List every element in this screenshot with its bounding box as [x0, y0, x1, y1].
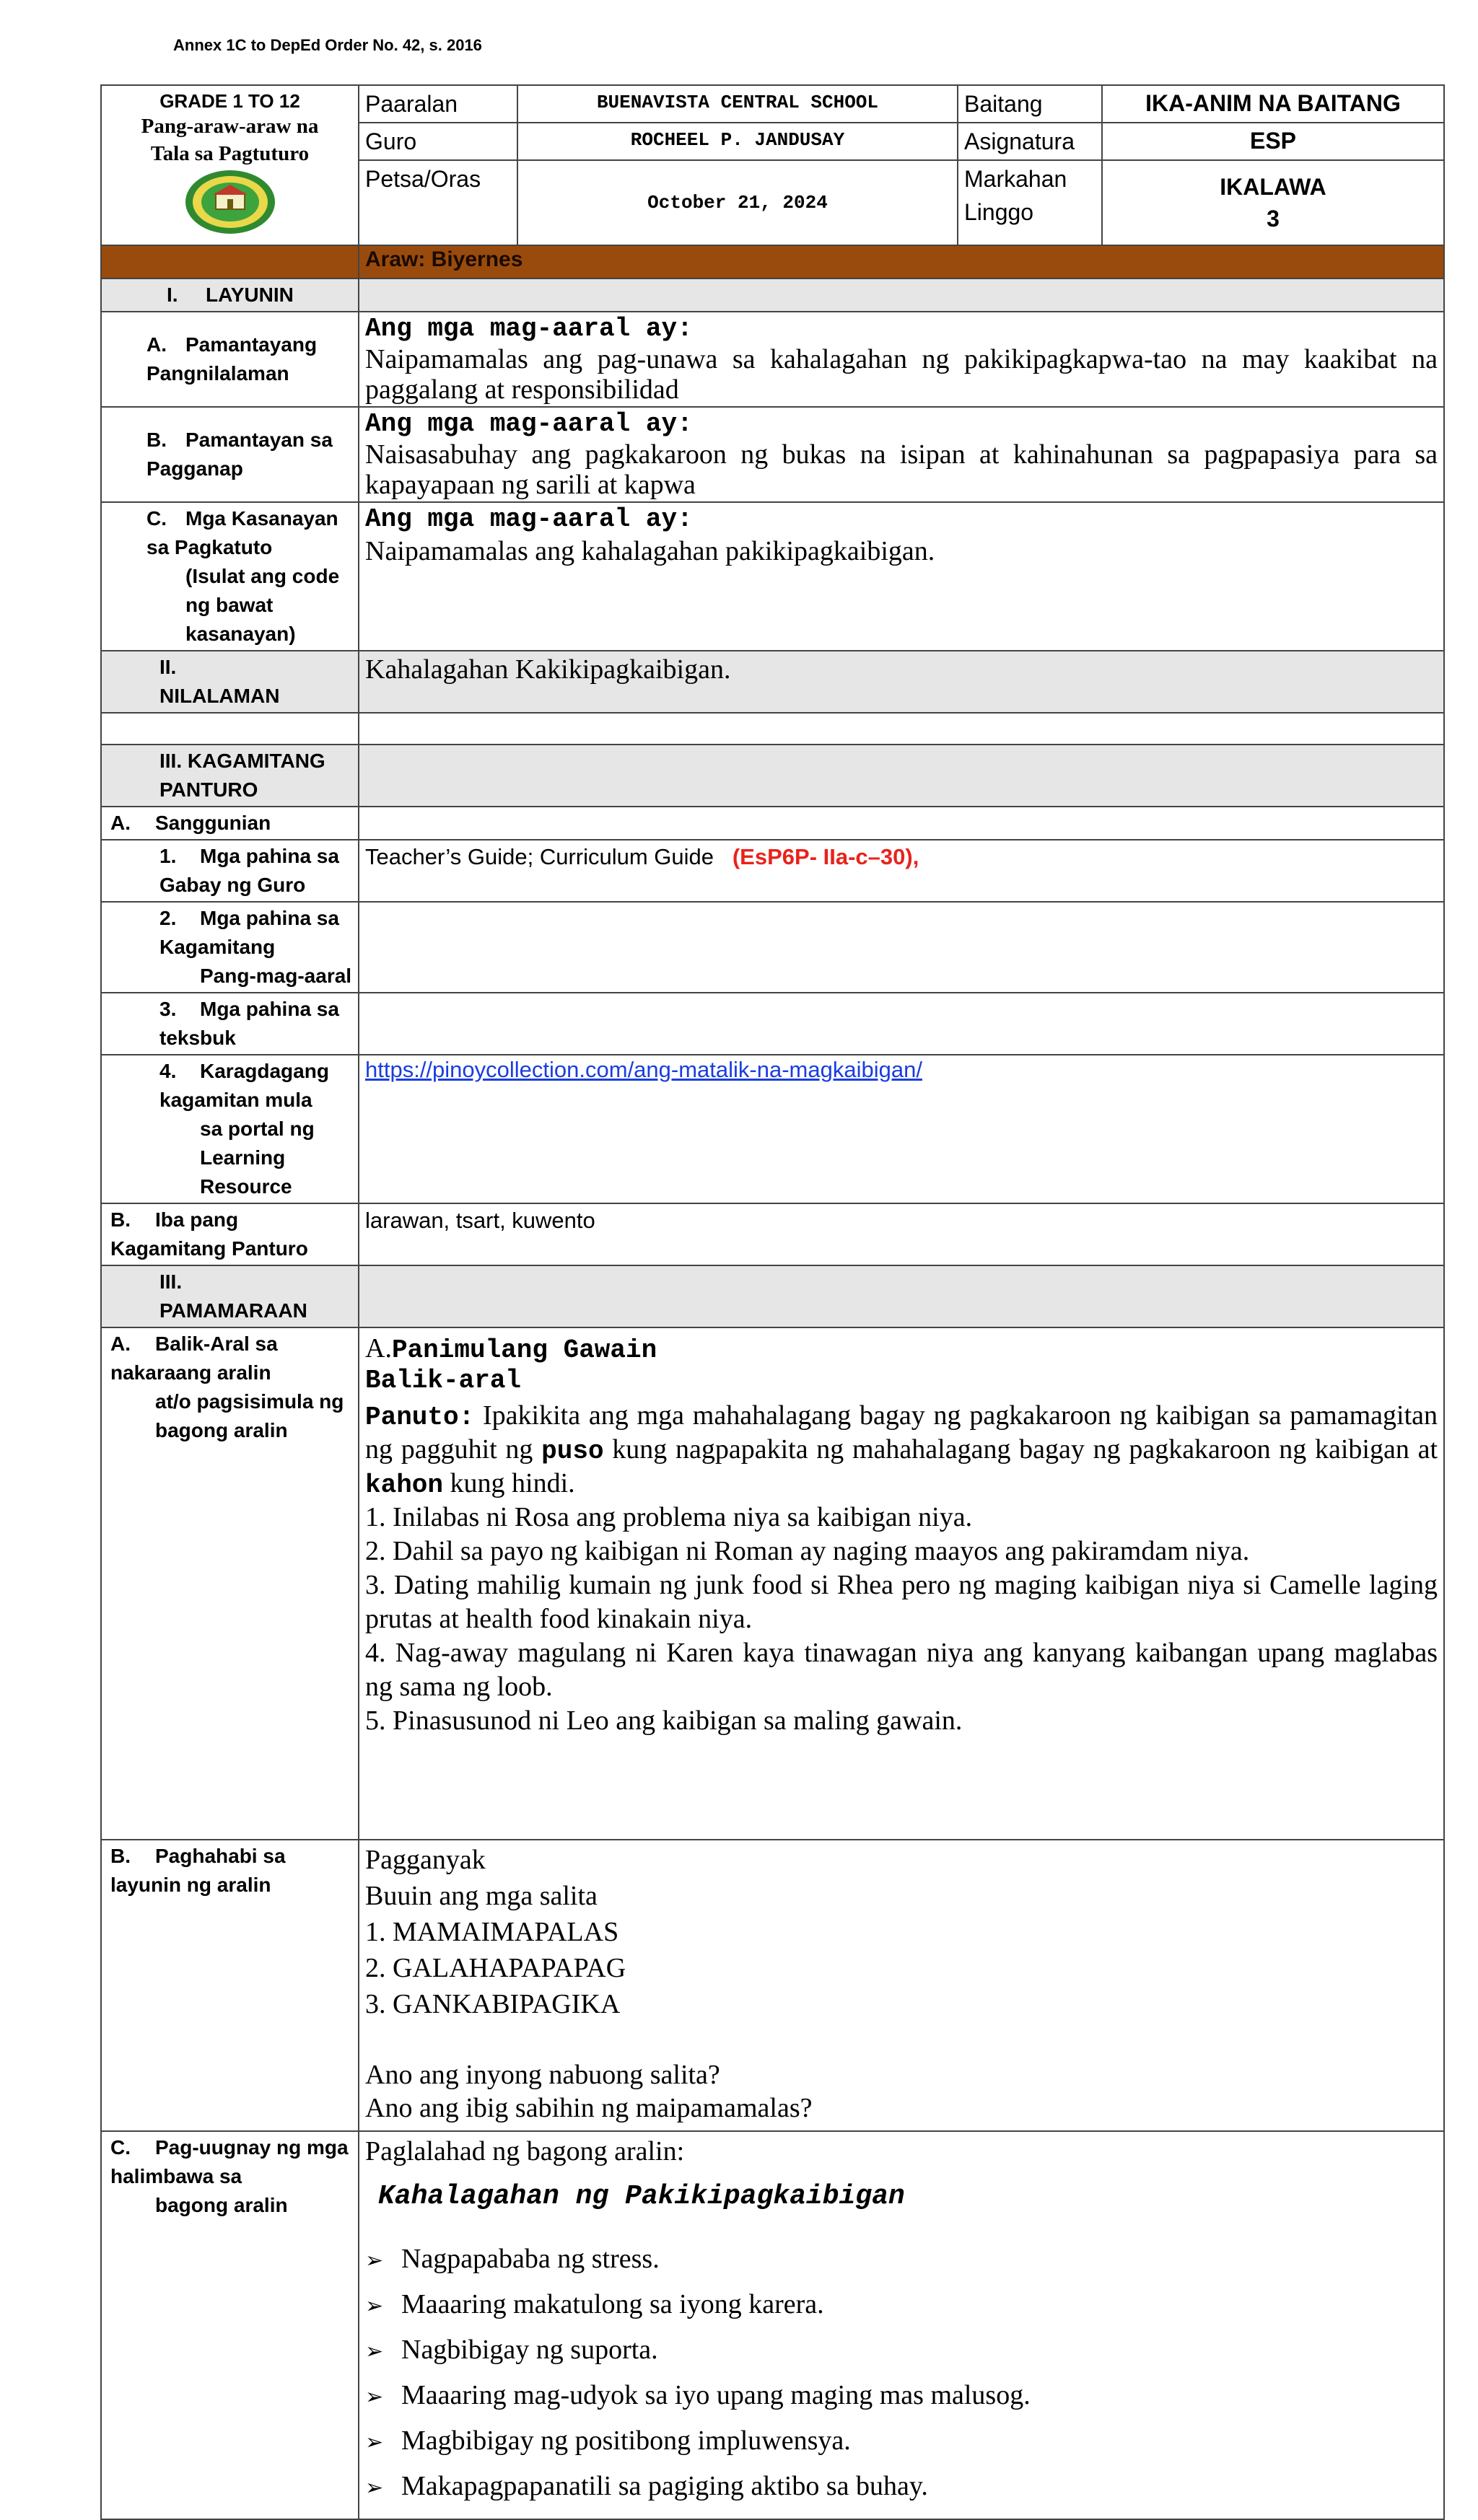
- pagganyak-title: Pagganyak: [365, 1845, 486, 1875]
- bullet-text: Makapagpapanatili sa pagiging aktibo sa buhay.: [401, 2471, 928, 2501]
- i2-num: 2.: [159, 907, 177, 929]
- i4-label3: Resource: [200, 1175, 292, 1198]
- balik-aral-label1: Balik-Aral sa nakaraang aralin: [110, 1333, 278, 1384]
- bullet-item: [365, 2374, 1438, 2419]
- b-label: Pamantayan sa Pagganap: [147, 429, 333, 480]
- balik-aral-item: 3. Dating mahilig kumain ng junk food si Rhea pero ng maging kaibigan niya si Camelle laging prutas at health food kinakain niya.: [365, 1570, 1438, 1634]
- arrow-bullet-icon: ➢: [365, 2430, 384, 2455]
- kagamitan-heading-right: [359, 745, 1444, 807]
- gabay-guro-content: [359, 840, 1444, 902]
- paaralan-value: BUENAVISTA CENTRAL SCHOOL: [517, 85, 958, 123]
- arrow-bullet-icon: ➢: [365, 2339, 384, 2364]
- pag-uugnay-label: [101, 2131, 359, 2519]
- question-1: Ano ang inyong nabuong salita?: [365, 2060, 720, 2090]
- bullet-text: Nagbibigay ng suporta.: [401, 2335, 658, 2365]
- karagdagang-kagamitan-content: [359, 1055, 1444, 1203]
- a-num: A.: [147, 333, 167, 356]
- teksbuk-content: [359, 993, 1444, 1055]
- spacer-right: [359, 713, 1444, 745]
- i2-label1: Mga pahina sa Kagamitang: [159, 907, 339, 958]
- panimula-title: Panimulang Gawain: [391, 1335, 657, 1365]
- c-text: Naipamamalas ang kahalagahan pakikipagkaibigan.: [365, 536, 935, 566]
- nilalaman-text: NILALAMAN: [159, 685, 280, 707]
- bullet-item: [365, 2419, 1438, 2464]
- scrambled-word: 1. MAMAIMAPALAS: [365, 1917, 619, 1947]
- araw-bar-left: [101, 245, 359, 278]
- kahon-word: kahon: [365, 1470, 444, 1500]
- markahan-text: IKALAWA: [1220, 174, 1326, 200]
- linggo-label-line2: Linggo: [964, 199, 1034, 225]
- arrow-bullet-icon: ➢: [365, 2475, 384, 2501]
- question-2: Ano ang ibig sabihin ng maipamamalas?: [365, 2093, 813, 2123]
- pamamaraan-num: III.: [159, 1270, 183, 1293]
- pamamaraan-text: PAMAMARAAN: [159, 1299, 307, 1322]
- arrow-bullet-icon: ➢: [365, 2248, 384, 2273]
- karagdagang-kagamitan-label: [101, 1055, 359, 1203]
- i1-label: Mga pahina sa Gabay ng Guro: [159, 845, 339, 896]
- bullet-item: [365, 2328, 1438, 2374]
- spacer-left: [101, 713, 359, 745]
- guro-value: ROCHEEL P. JANDUSAY: [517, 123, 958, 160]
- balik-aral-item: 1. Inilabas ni Rosa ang problema niya sa kaibigan niya.: [365, 1502, 973, 1532]
- balik-aral-item: 5. Pinasusunod ni Leo ang kaibigan sa maling gawain.: [365, 1705, 963, 1736]
- kahalagahan-heading: Kahalagahan ng Pakikipagkaibigan: [378, 2181, 905, 2212]
- pamantayan-sa-pagganap-label: [101, 407, 359, 502]
- layunin-heading: [101, 278, 359, 312]
- kasanayan-content: [359, 502, 1444, 651]
- pamantayang-pangnilalaman-label: [101, 312, 359, 407]
- buuin-instruction: Buuin ang mga salita: [365, 1881, 598, 1911]
- petsa-value: October 21, 2024: [517, 160, 958, 245]
- scrambled-word: 3. GANKABIPAGIKA: [365, 1989, 621, 2019]
- araw-label: Araw: Biyernes: [359, 245, 1444, 278]
- kagamitan-heading: III. KAGAMITANG PANTURO: [101, 745, 359, 807]
- sanggunian-label: [101, 807, 359, 840]
- iba-text: Iba pang Kagamitang Panturo: [110, 1208, 308, 1260]
- balik-aral-item: 4. Nag-away magulang ni Karen kaya tinawagan niya ang kanyang kaibangan upang maglabas ng sama ng loob.: [365, 1638, 1438, 1702]
- puso-word: puso: [541, 1436, 604, 1466]
- nilalaman-label: [101, 651, 359, 713]
- layunin-num: I.: [167, 284, 178, 306]
- learning-resource-link[interactable]: https://pinoycollection.com/ang-matalik-na-magkaibigan/: [365, 1057, 922, 1082]
- kasanayan-label: [101, 502, 359, 651]
- iba-num: B.: [110, 1208, 131, 1231]
- c-lead: Ang mga mag-aaral ay:: [365, 504, 693, 534]
- b-text: Naisasabuhay ang pagkakaroon ng bukas na isipan at kahinahunan sa pagpapasiya para sa kapayapaan ng sarili at kapwa: [365, 439, 1438, 500]
- bullet-text: Maaaring makatulong sa iyong karera.: [401, 2289, 824, 2319]
- i4-label2: sa portal ng Learning: [200, 1118, 315, 1169]
- panuto-text2: kung nagpapakita ng mahahalagang bagay ng pagkakaroon ng kaibigan at: [603, 1434, 1438, 1465]
- blank-line: [365, 2022, 1438, 2058]
- paglalahad-title: Paglalahad ng bagong aralin:: [365, 2136, 685, 2166]
- pamantayan-sa-pagganap-content: [359, 407, 1444, 502]
- panuto-label: Panuto:: [365, 1402, 475, 1432]
- a-text: Naipamamalas ang pag-unawa sa kahalagahan ng pakikipagkapwa-tao na may kaakibat na paggalang at responsibilidad: [365, 344, 1438, 405]
- panimula-prefix: A.: [365, 1333, 392, 1364]
- panuto-text1: Ipakikita ang mga mahahalagang bagay ng pagkakaroon ng kaibigan sa pamamagitan ng pagguhit ng: [365, 1400, 1438, 1465]
- pag-uugnay-content: [359, 2131, 1444, 2519]
- sanggunian-num: A.: [110, 812, 131, 834]
- baitang-value: IKA-ANIM NA BAITANG: [1102, 85, 1444, 123]
- petsa-label: Petsa/Oras: [359, 160, 517, 245]
- balik-aral-label2: at/o pagsisimula ng bagong aralin: [155, 1390, 344, 1441]
- a-lead: Ang mga mag-aaral ay:: [365, 314, 693, 343]
- asignatura-value: ESP: [1102, 123, 1444, 160]
- i3-num: 3.: [159, 998, 177, 1020]
- arrow-bullet-icon: ➢: [365, 2384, 384, 2410]
- annex-note: Annex 1C to DepEd Order No. 42, s. 2016: [173, 36, 482, 54]
- i4-label1: Karagdagang kagamitan mula: [159, 1060, 329, 1111]
- title-line2: Tala sa Pagtuturo: [150, 142, 310, 165]
- markahan-label-line1: Markahan: [964, 166, 1067, 192]
- layunin-heading-right: [359, 278, 1444, 312]
- c-label1: Mga Kasanayan sa Pagkatuto: [147, 507, 338, 558]
- teksbuk-label: [101, 993, 359, 1055]
- bullet-item: [365, 2464, 1438, 2510]
- linggo-text: 3: [1267, 206, 1280, 232]
- c-label3: kasanayan): [185, 623, 296, 645]
- pag-uugnay-label2: bagong aralin: [155, 2194, 288, 2216]
- paghahabi-content: [359, 1840, 1444, 2131]
- kagamitang-mag-aaral-label: [101, 902, 359, 993]
- baitang-label: Baitang: [958, 85, 1102, 123]
- asignatura-label: Asignatura: [958, 123, 1102, 160]
- nilalaman-num: II.: [159, 656, 177, 678]
- paghahabi-label: [101, 1840, 359, 2131]
- balik-aral-num: A.: [110, 1333, 131, 1355]
- i1-num: 1.: [159, 845, 177, 867]
- balik-aral-subtitle: Balik-aral: [365, 1366, 522, 1395]
- panuto-paragraph: [365, 1399, 1438, 1501]
- paaralan-label: Paaralan: [359, 85, 517, 123]
- b-lead: Ang mga mag-aaral ay:: [365, 409, 693, 439]
- arrow-bullet-icon: ➢: [365, 2293, 384, 2319]
- pamamaraan-heading: [101, 1265, 359, 1327]
- pag-uugnay-label1: Pag-uugnay ng mga halimbawa sa: [110, 2136, 349, 2187]
- balik-aral-label: [101, 1327, 359, 1840]
- a-label: Pamantayang Pangnilalaman: [147, 333, 318, 385]
- paghahabi-text: Paghahabi sa layunin ng aralin: [110, 1845, 286, 1896]
- c-label2: (Isulat ang code ng bawat: [185, 565, 340, 616]
- paghahabi-num: B.: [110, 1845, 131, 1867]
- pamantayang-pangnilalaman-content: [359, 312, 1444, 407]
- bullet-item: [365, 2237, 1438, 2283]
- title-line1: Pang-araw-araw na: [141, 115, 319, 138]
- i4-num: 4.: [159, 1060, 177, 1082]
- i1-code: (EsP6P- IIa-c–30),: [732, 844, 919, 869]
- school-seal-icon: [184, 169, 276, 235]
- layunin-text: LAYUNIN: [206, 284, 294, 306]
- balik-aral-content: [359, 1327, 1444, 1840]
- bullet-item: [365, 2283, 1438, 2328]
- scrambled-word: 2. GALAHAPAPAPAG: [365, 1953, 626, 1983]
- balik-aral-item: 2. Dahil sa payo ng kaibigan ni Roman ay naging maayos ang pakiramdam niya.: [365, 1536, 1250, 1566]
- b-num: B.: [147, 429, 167, 451]
- header-title-cell: [101, 85, 359, 245]
- bullet-text: Magbibigay ng positibong impluwensya.: [401, 2425, 851, 2456]
- i2-label2: Pang-mag-aaral: [200, 965, 352, 987]
- bullet-text: Maaaring mag-udyok sa iyo upang maging mas malusog.: [401, 2380, 1031, 2410]
- gabay-guro-label: [101, 840, 359, 902]
- panuto-text3: kung hindi.: [443, 1468, 575, 1498]
- sanggunian-content: [359, 807, 1444, 840]
- c-num: C.: [147, 507, 167, 530]
- grade-label: GRADE 1 TO 12: [159, 90, 300, 112]
- guro-label: Guro: [359, 123, 517, 160]
- sanggunian-text: Sanggunian: [155, 812, 271, 834]
- markahan-label: [958, 160, 1102, 245]
- pag-uugnay-num: C.: [110, 2136, 131, 2159]
- lesson-plan-table: [100, 84, 1445, 2520]
- iba-pang-kagamitan-label: [101, 1203, 359, 1265]
- markahan-value: [1102, 160, 1444, 245]
- pamamaraan-heading-right: [359, 1265, 1444, 1327]
- kagamitang-mag-aaral-content: [359, 902, 1444, 993]
- bullet-text: Nagpapababa ng stress.: [401, 2244, 660, 2274]
- nilalaman-content: Kahalagahan Kakikipagkaibigan.: [359, 651, 1444, 713]
- iba-pang-kagamitan-content: larawan, tsart, kuwento: [359, 1203, 1444, 1265]
- i3-label: Mga pahina sa teksbuk: [159, 998, 339, 1049]
- i1-text: Teacher’s Guide; Curriculum Guide: [365, 844, 714, 869]
